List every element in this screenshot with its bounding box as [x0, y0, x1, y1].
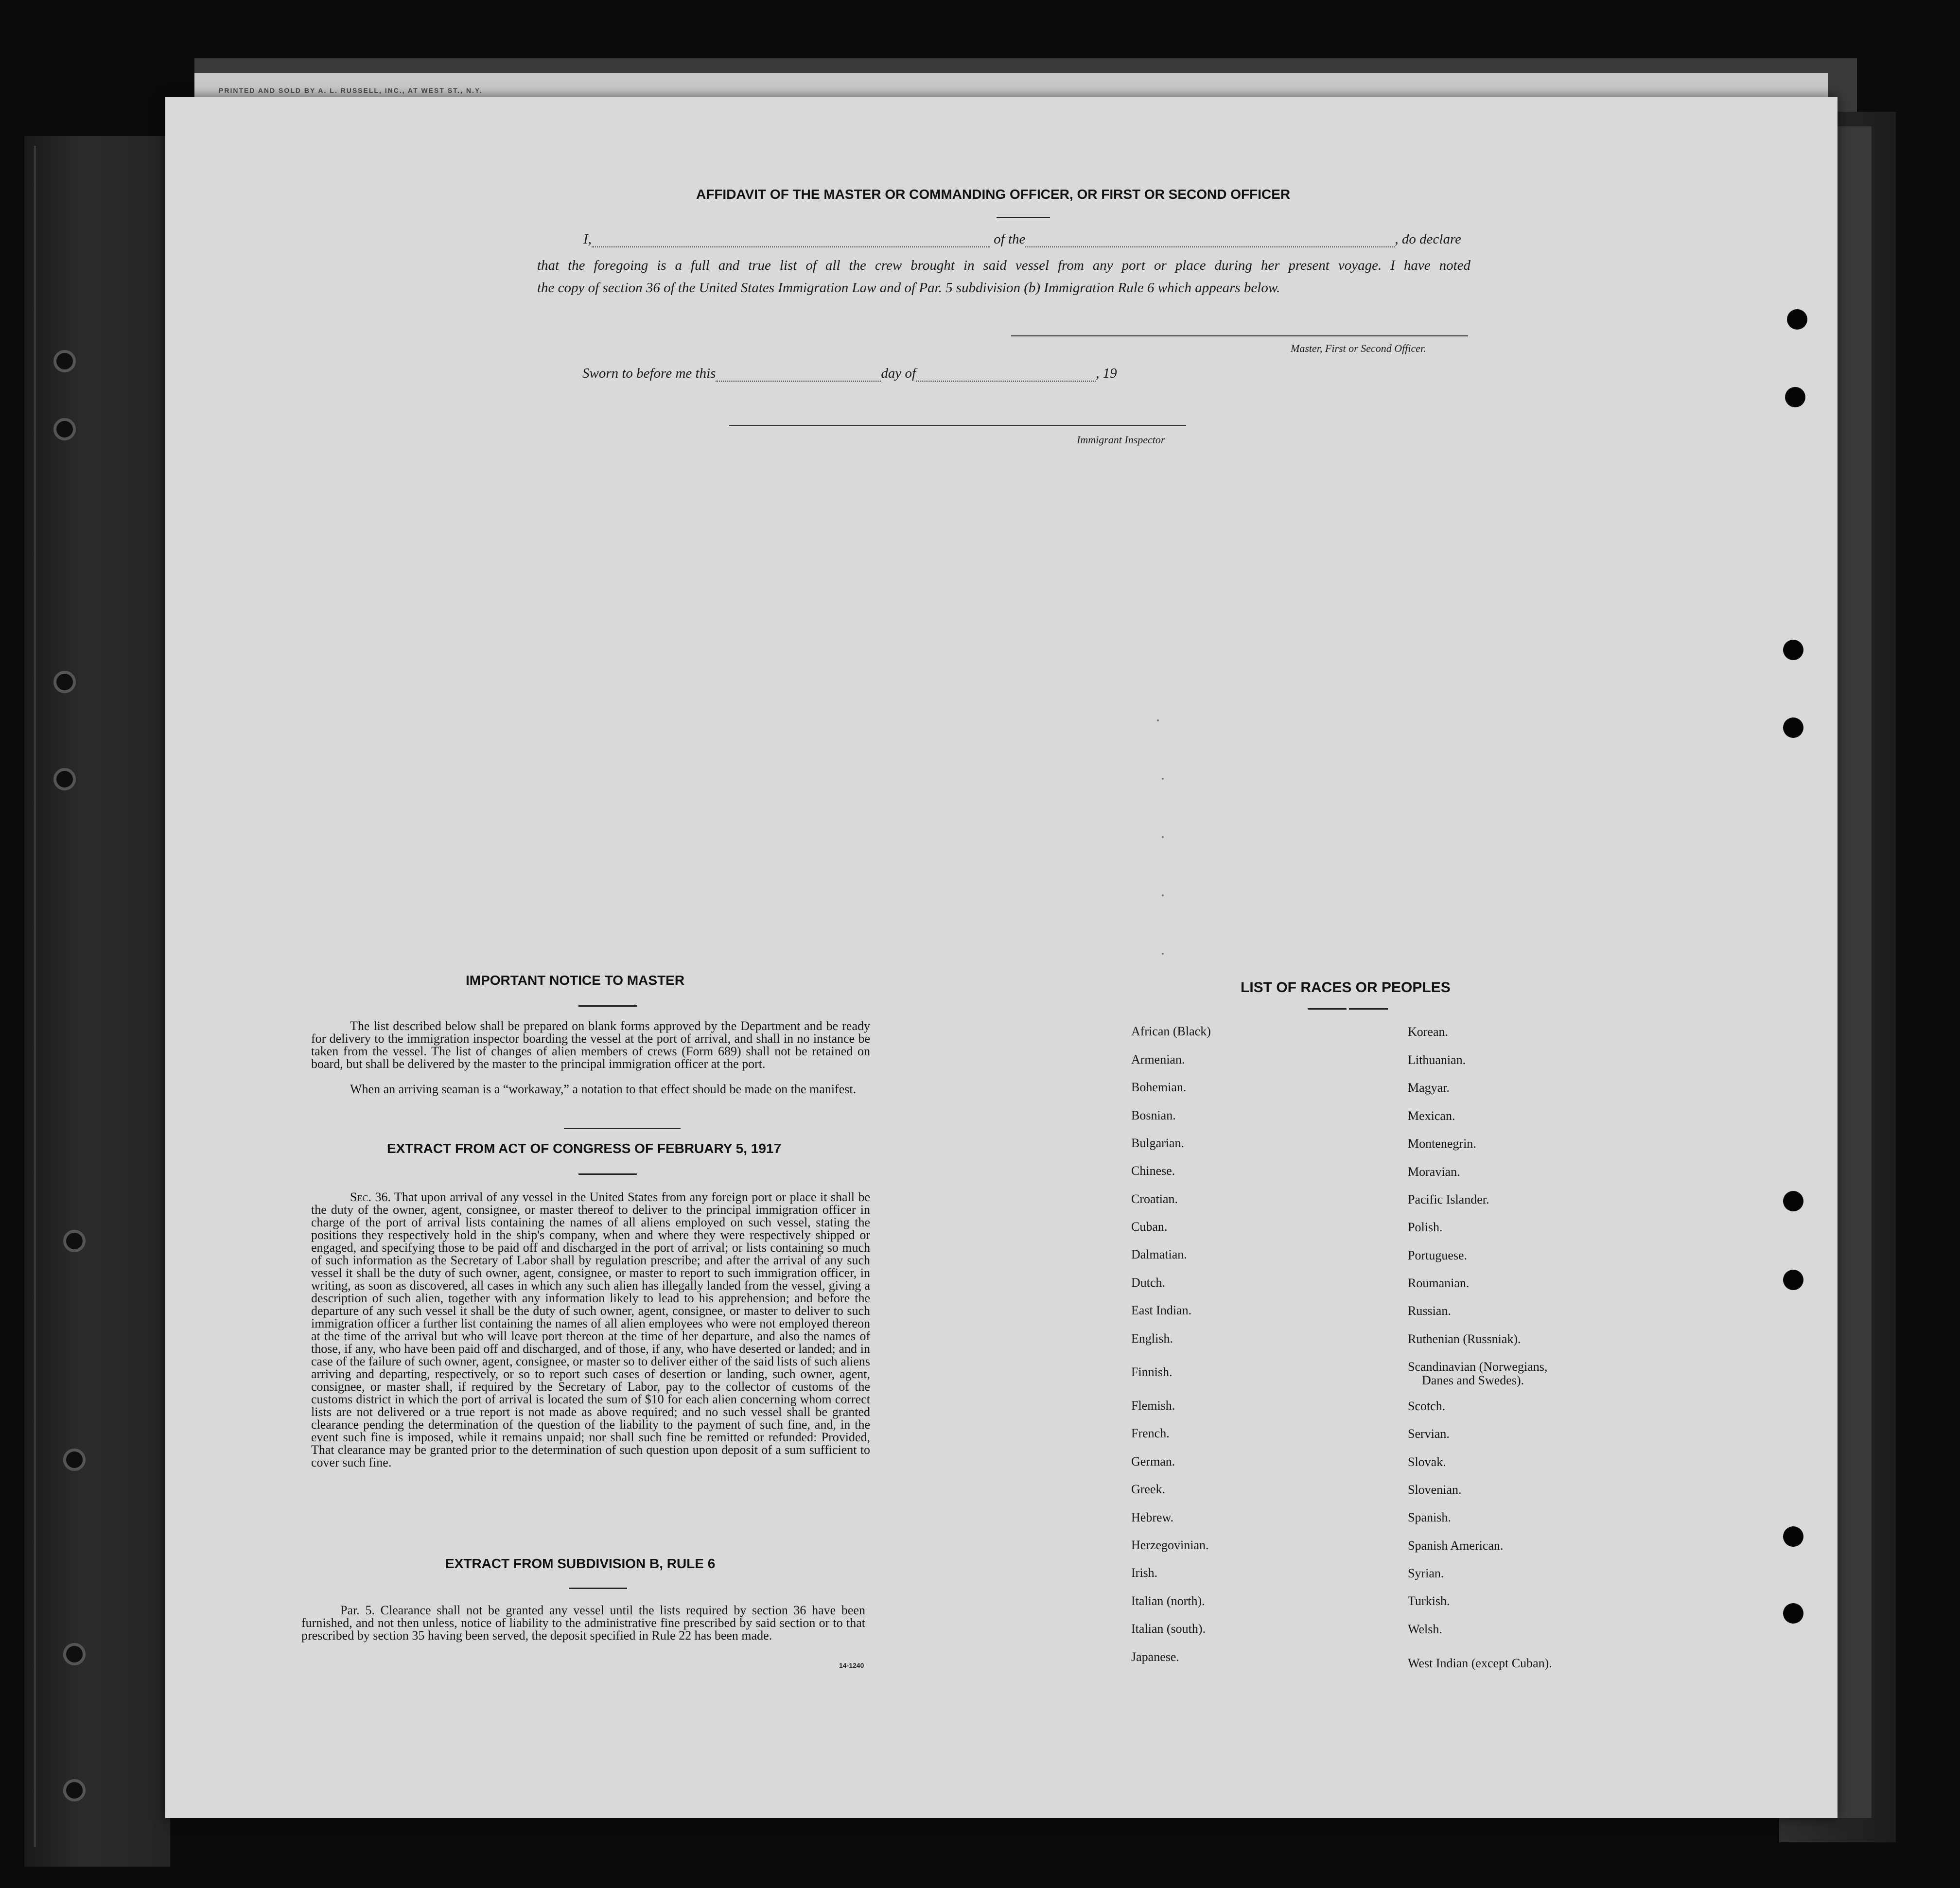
sworn-day-of-label: day of: [881, 366, 916, 381]
form-number: 14-1240: [839, 1661, 864, 1669]
race-item: Hebrew.: [1131, 1510, 1174, 1524]
race-item: Italian (north).: [1131, 1594, 1205, 1608]
race-item: Pacific Islander.: [1408, 1192, 1489, 1206]
punch-hole: [1785, 387, 1805, 407]
affidavit-declare-label: , do declare: [1395, 231, 1462, 247]
punch-hole: [1783, 717, 1803, 738]
race-item: Slovenian.: [1408, 1483, 1462, 1497]
sworn-month-field[interactable]: [916, 381, 1096, 382]
bleed-mark: [1162, 953, 1164, 955]
affidavit-of-label: of the: [994, 231, 1026, 247]
race-item: Syrian.: [1408, 1566, 1444, 1580]
sworn-day-field[interactable]: [716, 381, 881, 382]
race-item: Armenian.: [1131, 1052, 1185, 1066]
race-item: Scandinavian (Norwegians,: [1408, 1360, 1548, 1374]
race-item: West Indian (except Cuban).: [1408, 1656, 1552, 1670]
race-item: Polish.: [1408, 1220, 1443, 1234]
race-item: Bulgarian.: [1131, 1136, 1185, 1150]
races-underline-left: [1308, 1008, 1347, 1010]
binder-edge: [34, 146, 172, 1847]
race-item: Cuban.: [1131, 1220, 1168, 1234]
races-title: LIST OF RACES OR PEOPLES: [1241, 979, 1451, 996]
section-divider: [564, 1128, 681, 1129]
punch-hole: [1783, 1191, 1803, 1211]
sworn-year-label: , 19: [1096, 366, 1117, 381]
rule-extract-title: EXTRACT FROM SUBDIVISION B, RULE 6: [445, 1556, 716, 1571]
race-item: Russian.: [1408, 1304, 1451, 1318]
bleed-mark: [1162, 778, 1164, 780]
race-item: Spanish American.: [1408, 1538, 1504, 1553]
inspector-signature-line[interactable]: [729, 425, 1186, 426]
race-item: Danes and Swedes).: [1422, 1373, 1524, 1387]
punch-hole: [1783, 1526, 1803, 1547]
affidavit-line-3: the copy of section 36 of the United States Immigration Law and of Par. 5 subdivision (b) Immigration Rule 6 which appears below.: [537, 280, 1280, 296]
punch-hole: [1783, 1603, 1803, 1624]
affidavit-i-label: I,: [583, 231, 592, 247]
race-item: Portuguese.: [1408, 1248, 1468, 1262]
race-item: Korean.: [1408, 1025, 1449, 1039]
races-underline-right: [1349, 1008, 1388, 1010]
race-item: Scotch.: [1408, 1399, 1446, 1413]
race-item: Irish.: [1131, 1566, 1158, 1580]
punch-hole: [1783, 640, 1803, 660]
race-item: Japanese.: [1131, 1650, 1179, 1664]
race-item: French.: [1131, 1426, 1170, 1440]
affidavit-line-1: [583, 231, 1461, 247]
officer-signature-line[interactable]: [1011, 335, 1468, 336]
rule-extract-underline: [569, 1588, 627, 1589]
race-item: Finnish.: [1131, 1365, 1172, 1379]
race-item: Spanish.: [1408, 1510, 1451, 1524]
manifest-sheet: [165, 97, 1838, 1818]
race-item: Bohemian.: [1131, 1080, 1187, 1094]
printer-imprint: PRINTED AND SOLD BY A. L. RUSSELL, INC., AT WEST ST., N.Y.: [219, 87, 483, 94]
vessel-name-field[interactable]: [1025, 246, 1395, 247]
race-item: African (Black): [1131, 1024, 1211, 1038]
race-item: Greek.: [1131, 1482, 1166, 1496]
sworn-line: [582, 366, 1117, 382]
race-item: German.: [1131, 1454, 1175, 1468]
act-extract-title: EXTRACT FROM ACT OF CONGRESS OF FEBRUARY 5, 1917: [387, 1141, 782, 1156]
race-item: Ruthenian (Russniak).: [1408, 1332, 1521, 1346]
race-item: Dalmatian.: [1131, 1247, 1187, 1261]
rule-extract-text: Par. 5. Clearance shall not be granted any vessel until the lists required by section 36 have been furnished, and not then unless, notice of liability to the administrative fine prescribed by said section or to that prescribed by section 35 having been served, the deposit specified in Rule 22 has been made.: [301, 1603, 865, 1643]
race-item: Roumanian.: [1408, 1276, 1470, 1290]
officer-name-field[interactable]: [592, 246, 990, 247]
race-item: Welsh.: [1408, 1622, 1442, 1636]
notice-title: IMPORTANT NOTICE TO MASTER: [466, 973, 685, 988]
punch-hole: [1783, 1270, 1803, 1290]
race-item: Magyar.: [1408, 1081, 1450, 1095]
race-item: Servian.: [1408, 1427, 1450, 1441]
inspector-signature-label: Immigrant Inspector: [1077, 434, 1165, 446]
notice-paragraph-1: The list described below shall be prepared on blank forms approved by the Department and be ready for delivery to the immigration inspector boarding the vessel at the port of arrival, and shall in no instance be taken from the vessel. The list of changes of alien members of crews (Form 689) shall not be retained on board, but shall be delivered by the master to the principal immigration officer at the port.: [311, 1019, 870, 1071]
title-underline: [997, 217, 1050, 218]
race-item: Slovak.: [1408, 1455, 1446, 1469]
race-item: Mexican.: [1408, 1109, 1455, 1123]
race-item: Croatian.: [1131, 1192, 1178, 1206]
act-extract-underline: [578, 1173, 637, 1175]
section-36-text: 36. That upon arrival of any vessel in the United States from any foreign port or place it shall be the duty of the owner, agent, consignee, or master thereof to deliver to the principal immigration officer in charge of the port of arrival lists containing the names of all aliens employed on such vessel, stating the positions they respectively hold in the ship's company, when and where they were respectively shipped or engaged, and specifying those to be paid off and discharged in the port of arrival; or lists containing so much of such information as the Secretary of Labor shall by regulation prescribe; and after the arrival of any such vessel it shall be the duty of such owner, agent, consignee, or master to report to such immigration officer, in writing, as soon as discovered, all cases in which any such alien has illegally landed from the vessel, giving a description of such alien, together with any information likely to lead to his apprehension; and before the departure of any such vessel it shall be the duty of such owner, agent, consignee, or master to deliver to such immigration officer a further list containing the names of all alien employees who were not employed thereon at the time of the arrival but who will leave port thereon at the time of her departure, and also the names of those, if any, who have been paid off and discharged, and of those, if any, who have deserted or landed; and in case of the failure of such owner, agent, consignee, or master so to deliver either of the said lists of such aliens arriving and departing, respectively, or so to report such cases of desertion or landing, such owner, agent, consignee, or master shall, if required by the Secretary of Labor, pay to the collector of customs of the customs district in which the port of arrival is located the sum of $10 for each alien concerning whom correct lists are not delivered or a true report is not made as above required; and no such vessel shall be granted clearance pending the determination of the question of the liability to the payment of such fine, and, in the event such fine is imposed, while it remains unpaid; nor shall such fine be remitted or refunded: Provided, That clearance may be granted prior to the determination of such question upon deposit of a sum sufficient to cover such fine.: [311, 1190, 870, 1469]
race-item: Lithuanian.: [1408, 1053, 1466, 1067]
race-item: East Indian.: [1131, 1303, 1192, 1317]
affidavit-line-2: that the foregoing is a full and true list of all the crew brought in said vessel from any port or place during her present voyage. I have noted: [537, 258, 1470, 273]
race-item: Bosnian.: [1131, 1108, 1176, 1122]
notice-underline: [578, 1005, 637, 1007]
race-item: English.: [1131, 1331, 1173, 1346]
officer-signature-label: Master, First or Second Officer.: [1291, 342, 1426, 354]
bleed-mark: [1162, 894, 1164, 896]
race-item: Herzegovinian.: [1131, 1538, 1209, 1552]
bleed-mark: [1157, 719, 1159, 721]
race-item: Montenegrin.: [1408, 1136, 1476, 1151]
race-item: Dutch.: [1131, 1276, 1166, 1290]
bleed-mark: [1162, 836, 1164, 838]
sworn-prefix: Sworn to before me this: [582, 366, 716, 381]
sec-label: Sec.: [350, 1190, 371, 1204]
race-item: Italian (south).: [1131, 1622, 1206, 1636]
act-extract-text: [311, 1191, 870, 1469]
affidavit-title: AFFIDAVIT OF THE MASTER OR COMMANDING OFFICER, OR FIRST OR SECOND OFFICER: [696, 187, 1291, 202]
race-item: Turkish.: [1408, 1594, 1450, 1608]
notice-paragraph-2: When an arriving seaman is a “workaway,” a notation to that effect should be made on the manifest.: [350, 1082, 857, 1096]
race-item: Moravian.: [1408, 1165, 1460, 1179]
race-item: Flemish.: [1131, 1399, 1175, 1413]
punch-hole: [1787, 309, 1807, 330]
race-item: Chinese.: [1131, 1164, 1175, 1178]
